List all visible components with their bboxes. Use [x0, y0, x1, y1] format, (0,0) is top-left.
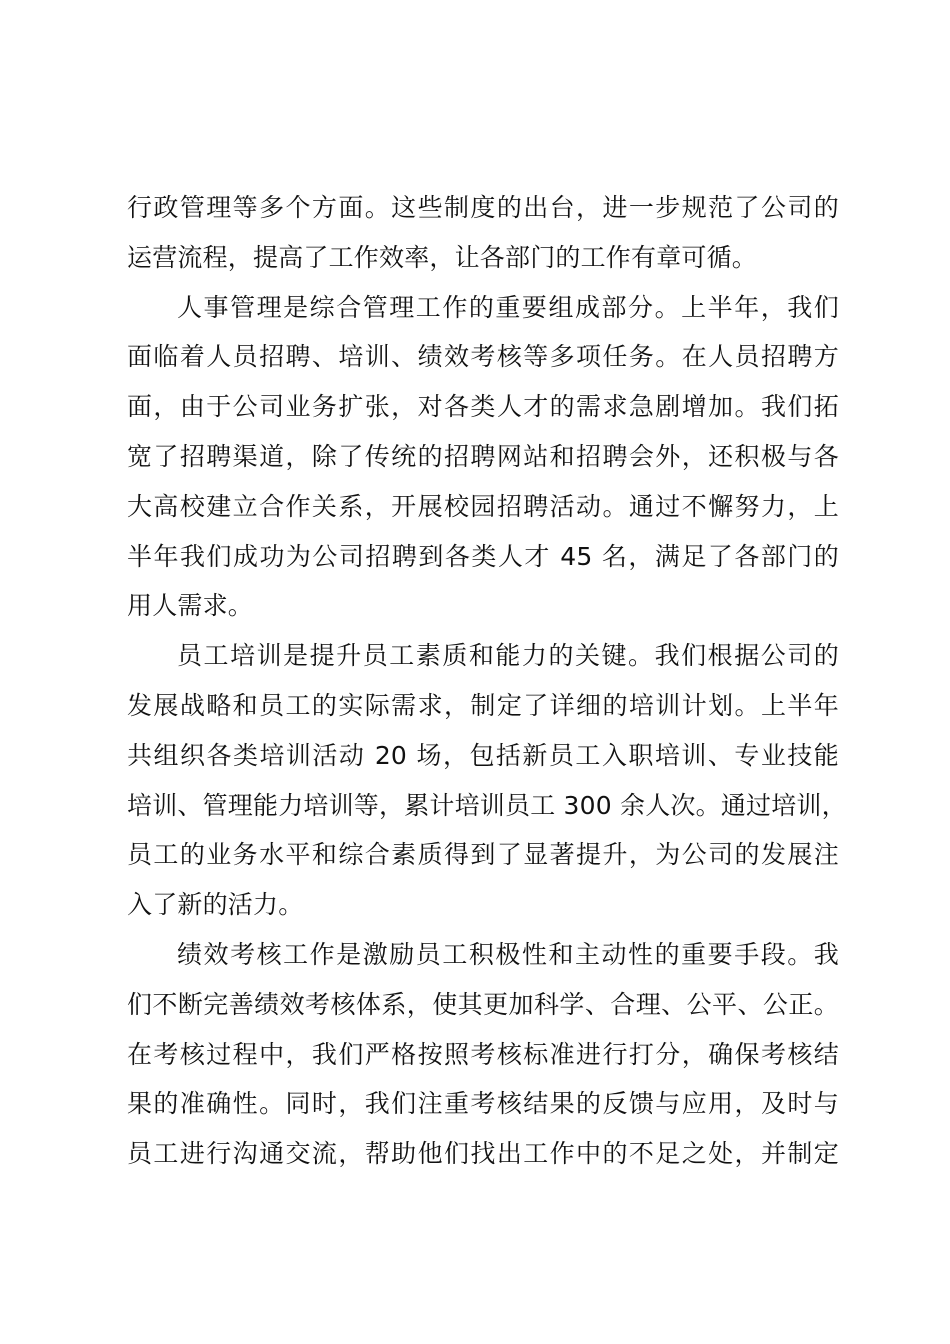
text-line: 入了新的活力。: [127, 890, 304, 920]
text-line: 共组织各类培训活动 20 场，包括新员工入职培训、专业技能: [127, 740, 839, 770]
text-line: 行政管理等多个方面。这些制度的出台，进一步规范了公司的: [127, 193, 839, 222]
text-line: 半年我们成功为公司招聘到各类人才 45 名，满足了各部门的: [127, 541, 839, 571]
text-line: 培训、管理能力培训等，累计培训员工 300 余人次。通过培训，: [127, 790, 847, 820]
text-line: 面，由于公司业务扩张，对各类人才的需求急剧增加。我们拓: [127, 392, 839, 422]
text-line: 大高校建立合作关系，开展校园招聘活动。通过不懈努力，上: [127, 491, 839, 521]
text-line: 员工进行沟通交流，帮助他们找出工作中的不足之处，并制定: [127, 1139, 839, 1169]
text-line: 面临着人员招聘、培训、绩效考核等多项任务。在人员招聘方: [127, 342, 839, 372]
text-line: 绩效考核工作是激励员工积极性和主动性的重要手段。我: [177, 939, 839, 969]
text-line: 员工培训是提升员工素质和能力的关键。我们根据公司的: [177, 641, 839, 671]
text-line: 们不断完善绩效考核体系，使其更加科学、合理、公平、公正。: [127, 989, 839, 1019]
text-line: 发展战略和员工的实际需求，制定了详细的培训计划。上半年: [127, 690, 839, 720]
text-line: 在考核过程中，我们严格按照考核标准进行打分，确保考核结: [127, 1039, 839, 1069]
text-line: 果的准确性。同时，我们注重考核结果的反馈与应用，及时与: [127, 1089, 839, 1119]
text-line: 运营流程，提高了工作效率，让各部门的工作有章可循。: [127, 242, 758, 272]
document-body: [127, 183, 847, 1179]
text-line: 宽了招聘渠道，除了传统的招聘网站和招聘会外，还积极与各: [127, 441, 839, 471]
text-line: 员工的业务水平和综合素质得到了显著提升，为公司的发展注: [127, 840, 839, 870]
text-line: 用人需求。: [127, 591, 254, 621]
text-line: 人事管理是综合管理工作的重要组成部分。上半年，我们: [177, 292, 839, 322]
